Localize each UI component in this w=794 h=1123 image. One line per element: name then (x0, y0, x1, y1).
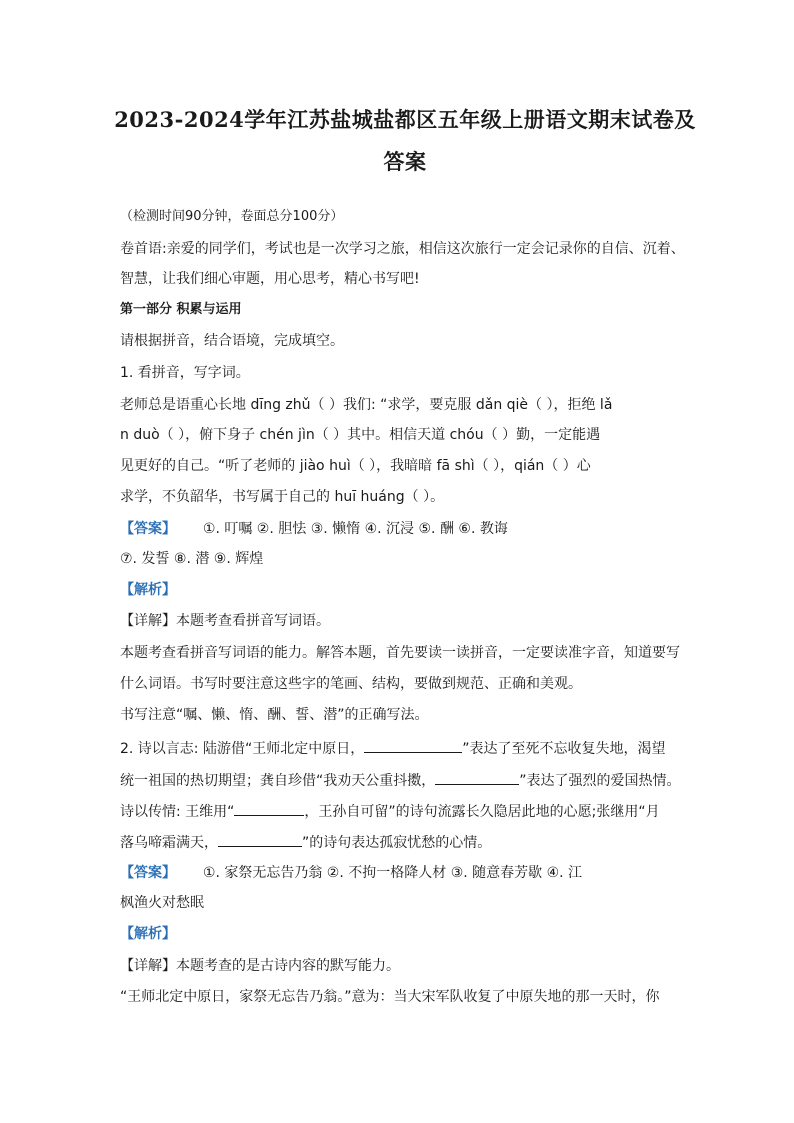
intro-line-2: 智慧，让我们细心审题，用心思考，精心书写吧! (120, 271, 420, 287)
part-instruction: 请根据拼音，结合语境，完成填空。 (120, 333, 344, 349)
answer-text: ①. 叮嘱 ②. 胆怯 ③. 懒惰 ④. 沉浸 ⑤. 酬 ⑥. 教诲 (202, 521, 508, 537)
answer-label: 【答案】 (120, 521, 176, 537)
answer-text: ①. 家祭无忘告乃翁 ②. 不拘一格降人材 ③. 随意春芳歇 ④. 江 (202, 865, 583, 881)
question-1-line-1: 老师总是语重心长地 dīng zhǔ（ ）我们: “求学，要克服 dǎn qiè（ ），拒绝 lǎ (120, 397, 613, 413)
question-1-line-2: n duò（ ），俯下身子 chén jìn（ ）其中。相信天道 chóu（ ）勤，一定能遇 (120, 427, 601, 443)
question-2-text: 诗以传情: 王维用“ (120, 804, 235, 820)
answer-blank[interactable] (234, 801, 304, 816)
explanation-line: “王师北定中原日，家祭无忘告乃翁。”意为：当大宋军队收复了中原失地的那一天时，你 (120, 989, 660, 1005)
document-title-line-2: 答案 (383, 149, 427, 174)
document-title-line-1: 2023-2024学年江苏盐城盐都区五年级上册语文期末试卷及 (114, 107, 696, 132)
explanation-line-3: 书写注意“嘱、懒、惰、酬、誓、潜”的正确写法。 (120, 707, 429, 723)
explanation-line-1: 本题考查看拼音写词语的能力。解答本题，首先要读一读拼音，一定要读准字音，知道要写 (120, 645, 680, 661)
question-2-line-3 (120, 801, 660, 821)
analysis-label: 【解析】 (120, 926, 176, 942)
question-2-text: ”的诗句表达孤寂忧愁的心情。 (302, 835, 492, 851)
part-heading: 第一部分 积累与运用 (120, 302, 242, 317)
answer-blank[interactable] (364, 738, 462, 753)
detail-line: 【详解】本题考查看拼音写词语。 (120, 613, 330, 629)
question-2-text: ，王孙自可留”的诗句流露长久隐居此地的心愿;张继用“月 (304, 804, 660, 820)
question-2-answer-cont: 枫渔火对愁眠 (120, 895, 204, 911)
question-2-line-2 (120, 770, 681, 790)
analysis-label: 【解析】 (120, 582, 176, 598)
detail-line: 【详解】本题考查的是古诗内容的默写能力。 (120, 958, 400, 974)
question-2-text: ”表达了强烈的爱国热情。 (519, 773, 681, 789)
question-1-line-3: 见更好的自己。“听了老师的 jiào huì（ ），我暗暗 fā shì（ ），qián（ ）心 (120, 458, 591, 474)
question-2-text: 落乌啼霜满天， (120, 835, 218, 851)
answer-blank[interactable] (218, 832, 302, 847)
question-2-line-1 (120, 738, 666, 758)
intro-line-1: 卷首语:亲爱的同学们，考试也是一次学习之旅，相信这次旅行一定会记录你的自信、沉着、 (120, 241, 685, 257)
question-1-answer (120, 520, 508, 538)
question-2-answer (120, 864, 582, 882)
exam-time-note: （检测时间90分钟，卷面总分100分） (120, 209, 344, 224)
explanation-line-2: 什么词语。书写时要注意这些字的笔画、结构，要做到规范、正确和美观。 (120, 676, 582, 692)
question-2-text: 2. 诗以言志: 陆游借“王师北定中原日， (120, 741, 365, 757)
question-2-line-4 (120, 832, 491, 852)
question-1-answer-cont: ⑦. 发誓 ⑧. 潜 ⑨. 辉煌 (120, 551, 264, 567)
question-1-line-4: 求学，不负韶华，书写属于自己的 huī huáng（ ）。 (120, 489, 445, 505)
question-2-text: ”表达了至死不忘收复失地，渴望 (462, 741, 666, 757)
question-1-heading: 1. 看拼音，写字词。 (120, 365, 250, 381)
answer-blank[interactable] (435, 770, 519, 785)
answer-label: 【答案】 (120, 865, 176, 881)
question-2-text: 统一祖国的热切期望；龚自珍借“我劝天公重抖擞， (120, 773, 436, 789)
